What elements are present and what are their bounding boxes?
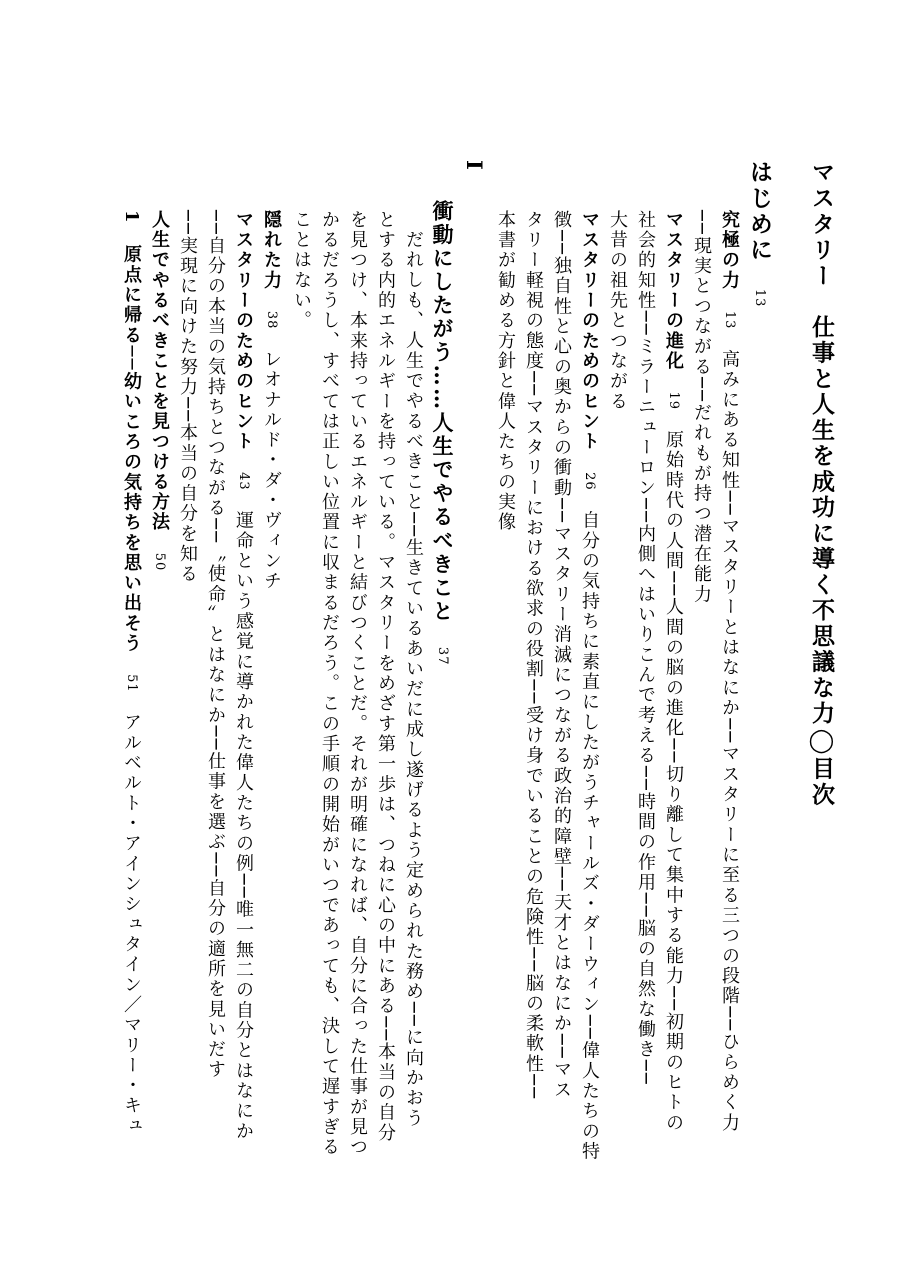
book-title [810, 160, 833, 808]
entry-description: 大昔の祖先とつながる [607, 210, 628, 412]
entry-description: 社会的知性──ミラーニューロン──内側へはいりこんで考える──時間の作用──脳の自然な働き── [635, 210, 656, 1086]
toc-entry [580, 210, 598, 1162]
entry-title: 隠れた力 [261, 210, 282, 291]
page-number: 19 [666, 391, 681, 411]
book-title-text: マスタリー 仕事と人生を成功に導く不思議な力◯目次 [808, 160, 835, 808]
entry-description: ──自分の本当の気持ちとつながる──〝使命〟とはなにか──仕事を選ぶ──自分の適所を見いだす [205, 210, 226, 1081]
summary-line [376, 210, 394, 1143]
entry-title: マスタリーの進化 [663, 210, 684, 372]
summary-line [292, 210, 310, 331]
page-number: 51 [124, 674, 139, 693]
toc-entry-continuation [608, 210, 626, 412]
page-number: 13 [722, 310, 737, 330]
entry-description: 原始時代の人間──人間の脳の進化──切り離して集中する能力──初期のヒトの [663, 430, 684, 1134]
entry-description: 徴──独自性と心の奥からの衝動──マスタリー消滅につながる政治的障壁──天才とはなにか──マス [551, 210, 572, 1101]
toc-entry-continuation [524, 210, 542, 1100]
toc-entry [122, 210, 140, 1136]
summary-line [348, 210, 366, 1158]
section-title: はじめに [746, 160, 773, 264]
summary-text: だれしも、人生でやるべきこと──生きているあいだに成し遂げるよう定められた務め──に向かおう [403, 230, 424, 1129]
toc-entry-continuation [552, 210, 570, 1100]
page-number: 26 [582, 472, 597, 491]
toc-entry [234, 210, 252, 1142]
toc-entry-continuation [496, 210, 514, 533]
toc-entry-continuation [692, 210, 710, 605]
entry-title: 究極の力 [719, 210, 740, 291]
entry-description: アルベルト・アインシュタイン／マリー・キュ [121, 712, 142, 1137]
toc-entry-continuation [206, 210, 224, 1080]
page-number: 50 [152, 552, 167, 572]
part-title [432, 200, 453, 666]
toc-entry-continuation [636, 210, 654, 1086]
page-number: 37 [435, 646, 450, 666]
page-number: 43 [236, 472, 251, 491]
summary-text: とする内的エネルギーを持っている。マスタリーをめざす第一歩は、つねに心の中にある──本当の自分 [375, 210, 396, 1144]
summary-text: かるだろうし、すべては正しい位置に収まるだろう。この手順の開始がいつであっても、決して遅すぎる [319, 210, 340, 1158]
toc-entry [262, 210, 280, 592]
part-number [464, 160, 485, 172]
entry-description: 自分の気持ちに素直にしたがうチャールズ・ダーウィン──偉人たちの特 [579, 510, 600, 1162]
entry-description: ──現実とつながる──だれもが持つ潜在能力 [691, 210, 712, 605]
summary-line [404, 230, 422, 1129]
toc-heading-introduction [748, 160, 771, 307]
entry-title: マスタリーのためのヒント [579, 210, 600, 452]
entry-description: 本書が勧める方針と偉人たちの実像 [495, 210, 516, 533]
toc-entry [664, 210, 682, 1133]
entry-description: タリー軽視の態度──マスタリーにおける欲求の役割──受け身でいることの危険性──脳の柔軟性── [523, 210, 544, 1101]
page-number: 38 [264, 310, 279, 330]
entry-description: 高みにある知性──マスタリーとはなにか──マスタリーに至る三つの段階──ひらめく力 [719, 349, 740, 1134]
entry-title: 1 原点に帰る──幼いころの気持ちを思い出そう [121, 210, 142, 654]
entry-title: マスタリーのためのヒント [233, 210, 254, 452]
toc-entry [720, 210, 738, 1133]
toc-heading [150, 210, 168, 571]
entry-description: レオナルド・ダ・ヴィンチ [261, 349, 282, 592]
toc-entry-continuation [178, 210, 196, 585]
summary-line [320, 210, 338, 1158]
part-number-text: I [462, 160, 487, 173]
entry-description: 運命という感覚に導かれた偉人たちの例──唯一無二の自分とはなにか [233, 510, 254, 1142]
entry-title: 人生でやるべきことを見つける方法 [149, 210, 170, 533]
summary-text: ことはない。 [291, 210, 312, 331]
entry-description: ──実現に向けた努力──本当の自分を知る [177, 210, 198, 585]
part-title-text: 衝動にしたがう……人生でやるべきこと [430, 200, 455, 624]
page-number: 13 [752, 288, 767, 308]
summary-text: を見つけ、本来持っているエネルギーと結びつくことだ。それが明確になれば、自分に合った仕事が見つ [347, 210, 368, 1158]
